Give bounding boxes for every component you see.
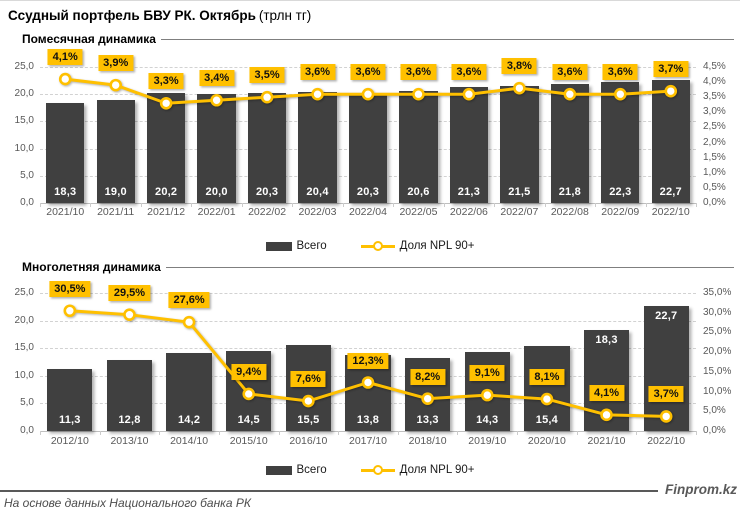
x-axis-category-label: 2015/10 [229, 435, 268, 447]
npl-data-label: 3,7% [649, 386, 684, 402]
line-marker-icon [124, 310, 134, 320]
secondary-axis-tick-label: 2,0% [703, 136, 726, 148]
secondary-axis-tick-label: 30,0% [703, 306, 732, 318]
x-axis-category-label: 2021/12 [147, 206, 186, 218]
secondary-axis-tick-label: 10,0% [703, 385, 732, 397]
y-axis-tick-label: 15,0 [14, 115, 34, 127]
x-axis-category-label: 2022/03 [298, 206, 337, 218]
bar-value-label: 12,8 [118, 413, 141, 426]
npl-data-label: 3,6% [451, 64, 486, 80]
bar-value-label: 18,3 [595, 333, 618, 346]
page-title-main: Ссудный портфель БВУ РК. Октябрь [8, 8, 256, 23]
x-axis-category-label: 2021/11 [97, 206, 135, 218]
x-axis-category-label: 2021/10 [46, 206, 85, 218]
bar-value-label: 21,5 [508, 185, 531, 198]
bar-value-label: 14,2 [177, 413, 201, 426]
npl-data-label: 8,1% [529, 369, 564, 385]
secondary-axis-tick-label: 5,0% [703, 405, 726, 417]
y-axis-tick-label: 0,0 [20, 197, 34, 208]
bar-value-label: 22,3 [609, 185, 632, 198]
legend-item-npl [361, 464, 475, 476]
npl-data-label: 3,6% [350, 64, 385, 80]
npl-data-label: 12,3% [347, 353, 388, 369]
bar-value-label: 19,0 [104, 185, 127, 198]
legend-total-label: Всего [296, 464, 327, 476]
secondary-axis-tick-label: 4,0% [703, 76, 726, 88]
y-axis-tick-label: 25,0 [14, 61, 34, 72]
npl-data-label: 3,8% [502, 58, 537, 74]
x-axis-category-label: 2022/09 [601, 206, 640, 218]
line-marker-icon [423, 394, 433, 404]
secondary-axis-tick-label: 15,0% [703, 365, 732, 377]
yearly-section-title: Многолетняя динамика [22, 260, 161, 274]
x-axis-category-label: 2016/10 [289, 435, 328, 447]
line-marker-icon [602, 410, 612, 420]
x-axis-category-label: 2013/10 [110, 435, 149, 447]
npl-data-label: 3,6% [401, 64, 436, 80]
npl-data-label: 29,5% [109, 285, 150, 301]
npl-data-label: 9,4% [231, 364, 266, 380]
footer-rule [0, 490, 658, 492]
secondary-axis-tick-label: 0,0% [703, 425, 726, 436]
npl-data-label: 9,1% [470, 365, 505, 381]
secondary-axis-tick-label: 2,5% [703, 121, 726, 133]
npl-data-label: 3,7% [653, 61, 688, 77]
secondary-axis-tick-label: 25,0% [703, 326, 732, 338]
line-marker-icon [65, 306, 75, 316]
y-axis-tick-label: 15,0 [14, 342, 34, 354]
page-title-units: (трлн тг) [258, 8, 312, 23]
legend-yearly [0, 464, 740, 476]
x-axis-category-label: 2012/10 [50, 435, 89, 447]
bar-swatch-icon [266, 466, 292, 475]
marker-icon [373, 465, 383, 475]
bar-value-label: 20,0 [205, 185, 228, 198]
x-axis-category-label: 2019/10 [468, 435, 507, 447]
x-axis-category-label: 2022/07 [500, 206, 539, 218]
secondary-axis-tick-label: 3,0% [703, 106, 726, 118]
line-marker-icon [661, 411, 671, 421]
monthly-section-title: Помесячная динамика [22, 32, 156, 46]
npl-data-label: 3,3% [149, 73, 184, 89]
x-axis-category-label: 2022/04 [349, 206, 387, 218]
bar-value-label: 13,3 [416, 413, 439, 426]
npl-data-label: 4,1% [589, 385, 624, 401]
npl-data-label: 27,6% [168, 292, 209, 308]
line-marker-icon [482, 390, 492, 400]
legend-total-label: Всего [296, 240, 327, 252]
npl-data-label: 7,6% [291, 371, 326, 387]
npl-data-label: 3,4% [199, 70, 234, 86]
category-tick [696, 431, 697, 435]
y-axis-tick-label: 20,0 [14, 314, 34, 326]
secondary-axis-tick-label: 4,5% [703, 61, 726, 72]
legend-npl-label: Доля NPL 90+ [399, 240, 475, 252]
secondary-axis-tick-label: 35,0% [703, 287, 732, 298]
yearly-chart [0, 1, 740, 517]
npl-data-label: 3,6% [300, 64, 335, 80]
y-axis-tick-label: 20,0 [14, 88, 34, 100]
npl-data-label: 3,9% [98, 55, 133, 71]
line-marker-icon [363, 378, 373, 388]
bar-value-label: 18,3 [54, 185, 77, 198]
y-axis-tick-label: 0,0 [20, 425, 34, 436]
x-axis-category-label: 2014/10 [170, 435, 209, 447]
source-note: На основе данных Национального банка РК [4, 496, 251, 510]
secondary-axis-tick-label: 0,0% [703, 197, 726, 208]
bar-value-label: 20,2 [155, 185, 178, 198]
x-axis-category-label: 2022/06 [449, 206, 488, 218]
line-marker-icon [542, 394, 552, 404]
npl-data-label: 30,5% [49, 281, 90, 297]
x-axis-category-label: 2018/10 [408, 435, 447, 447]
line-marker-icon [184, 317, 194, 327]
bar-value-label: 22,7 [659, 185, 682, 198]
x-axis-category-label: 2017/10 [349, 435, 387, 447]
line-swatch-icon [361, 465, 395, 475]
npl-data-label: 3,5% [250, 67, 285, 83]
x-axis-line [40, 431, 696, 432]
x-axis-category-label: 2022/01 [197, 206, 236, 218]
bar-value-label: 22,7 [655, 309, 678, 322]
x-axis-category-label: 2022/10 [647, 435, 686, 447]
bar-value-label: 14,3 [476, 413, 499, 426]
bar-value-label: 11,3 [59, 413, 81, 426]
secondary-axis-tick-label: 1,0% [703, 166, 726, 178]
line-marker-icon [303, 396, 313, 406]
y-axis-tick-label: 10,0 [14, 142, 34, 154]
secondary-axis-tick-label: 20,0% [703, 346, 732, 358]
secondary-axis-tick-label: 1,5% [703, 151, 726, 163]
bar-value-label: 20,3 [356, 185, 380, 198]
bar-value-label: 13,8 [356, 413, 380, 426]
y-axis-tick-label: 5,0 [20, 397, 34, 409]
x-axis-category-label: 2022/08 [550, 206, 589, 218]
npl-data-label: 3,6% [603, 64, 638, 80]
npl-data-label: 3,6% [552, 64, 587, 80]
y-axis-tick-label: 25,0 [14, 287, 34, 298]
x-axis-category-label: 2022/10 [651, 206, 690, 218]
secondary-axis-tick-label: 0,5% [703, 181, 726, 193]
y-axis-tick-label: 10,0 [14, 369, 34, 381]
bar-value-label: 20,4 [306, 185, 329, 198]
bar-value-label: 15,4 [535, 413, 558, 426]
npl-data-label: 4,1% [48, 49, 83, 65]
x-axis-category-label: 2022/05 [399, 206, 438, 218]
x-axis-category-label: 2021/10 [587, 435, 626, 447]
line-marker-icon [244, 389, 254, 399]
bar-value-label: 21,8 [558, 185, 581, 198]
bar-value-label: 15,5 [297, 413, 320, 426]
y-axis-tick-label: 5,0 [20, 169, 34, 181]
x-axis-category-label: 2022/02 [248, 206, 287, 218]
brand-watermark: Finprom.kz [664, 482, 737, 497]
bar-value-label: 21,3 [457, 185, 481, 198]
bar-value-label: 14,5 [237, 413, 260, 426]
secondary-axis-tick-label: 3,5% [703, 91, 726, 103]
npl-data-label: 8,2% [410, 369, 445, 385]
legend-npl-label: Доля NPL 90+ [399, 464, 475, 476]
bar-value-label: 20,3 [255, 185, 279, 198]
x-axis-category-label: 2020/10 [527, 435, 566, 447]
bar-value-label: 20,6 [407, 185, 430, 198]
legend-item-total [266, 464, 327, 476]
